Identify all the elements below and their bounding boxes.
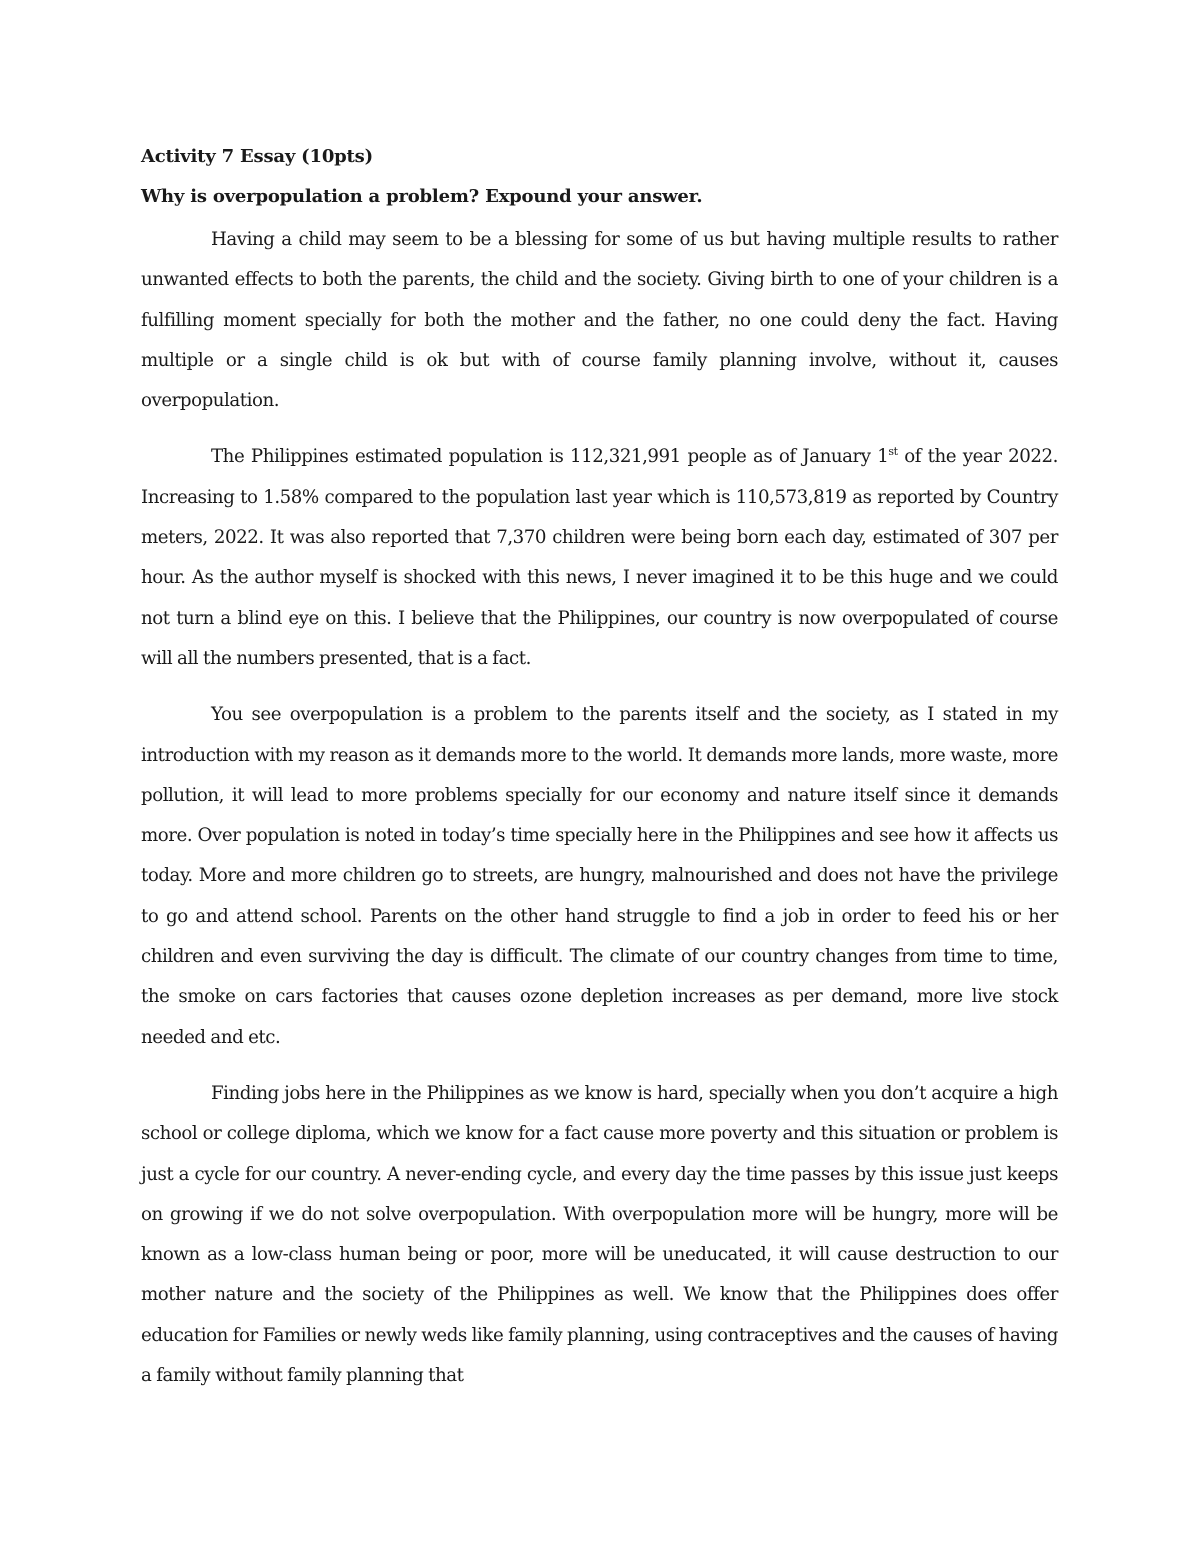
paragraph-2-part-1: The Philippines estimated population is 112,321,991 people as of January 1 [211,446,889,468]
ordinal-suffix: st [888,445,898,459]
essay-question: Why is overpopulation a problem? Expound your answer. [141,186,703,207]
paragraph-2-part-2: of the year 2022. Increasing to 1.58% compared to the population last year which is 110,573,819 as reported by Country meters, 2022. It was also reported that 7,370 children were being born each day, estimated of 307 per hour. As the author myself is shocked with this news, I never imagined it to be this huge and we could not turn a blind eye on this. I believe that the Philippines, our country is now overpopulated of course will all the numbers presented, that is a fact. [141,446,1058,669]
paragraph-3: You see overpopulation is a problem to the parents itself and the society, as I stated in my introduction with my reason as it demands more to the world. It demands more lands, more waste, more pollution, it will lead to more problems specially for our economy and nature itself since it demands more. Over population is noted in today’s time specially here in the Philippines and see how it affects us today. More and more children go to streets, are hungry, malnourished and does not have the privilege to go and attend school. Parents on the other hand struggle to find a job in order to feed his or her children and even surviving the day is difficult. The climate of our country changes from time to time, the smoke on cars factories that causes ozone depletion increases as per demand, more live stock needed and etc. [141,704,1058,1048]
essay-title: Activity 7 Essay (10pts) [141,146,373,167]
paragraph-4: Finding jobs here in the Philippines as we know is hard, specially when you don’t acquire a high school or college diploma, which we know for a fact cause more poverty and this situation or problem is just a cycle for our country. A never-ending cycle, and every day the time passes by this issue just keeps on growing if we do not solve overpopulation. With overpopulation more will be hungry, more will be known as a low-class human being or poor, more will be uneducated, it will cause destruction to our mother nature and the society of the Philippines as well. We know that the Philippines does offer education for Families or newly weds like family planning, using contraceptives and the causes of having a family without family planning that [141,1082,1058,1387]
paragraph-2 [141,437,1058,679]
paragraph-1: Having a child may seem to be a blessing for some of us but having multiple results to rather unwanted effects to both the parents, the child and the society. Giving birth to one of your children is a fulfilling moment specially for both the mother and the father, no one could deny the fact. Having multiple or a single child is ok but with of course family planning involve, without it, causes overpopulation. [141,229,1058,412]
document-body [141,143,1058,1412]
